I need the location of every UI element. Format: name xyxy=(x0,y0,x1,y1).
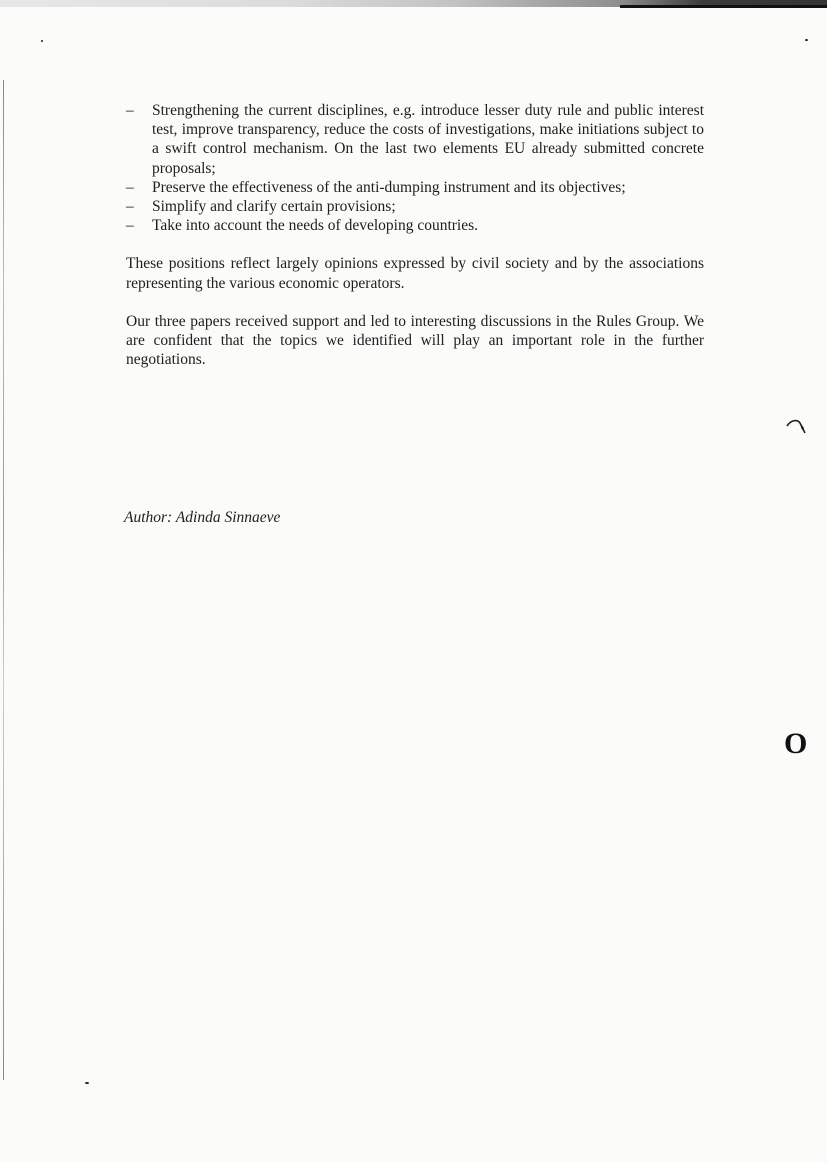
list-item xyxy=(126,101,704,178)
list-item xyxy=(126,178,704,197)
document-body xyxy=(126,101,704,369)
list-dash: – xyxy=(126,102,134,119)
list-item-text: Take into account the needs of developing countries. xyxy=(152,217,479,235)
list-item xyxy=(126,216,704,235)
paragraph-positions: These positions reflect largely opinions expressed by civil society and by the associations representing the various economic operators. xyxy=(126,255,704,292)
scan-edge-left xyxy=(3,80,4,1080)
list-dash: – xyxy=(126,178,134,196)
speck xyxy=(85,1082,89,1084)
list-item-text: Preserve the effectiveness of the anti-dumping instrument and its objectives; xyxy=(152,178,626,196)
pen-mark-icon xyxy=(786,418,806,436)
list-item-text: Strengthening the current disciplines, e.g. introduce lesser duty rule and public interest test, improve transparency, reduce the costs of investigations, make initiations subject to a swift control mechanism. On the last two elements EU already submitted concrete proposals; xyxy=(152,102,704,177)
list-item xyxy=(126,197,704,216)
author-line: Author: Adinda Sinnaeve xyxy=(124,509,281,526)
speck xyxy=(41,40,43,42)
speck xyxy=(805,39,808,41)
bullet-list xyxy=(126,101,704,235)
list-item-text: Simplify and clarify certain provisions; xyxy=(152,198,396,216)
scan-edge-top-line xyxy=(620,5,827,8)
margin-mark: O xyxy=(784,727,808,760)
paragraph-papers: Our three papers received support and led to interesting discussions in the Rules Group. We are confident that the topics we identified will play an important role in the further negotiations. xyxy=(126,312,704,369)
list-dash: – xyxy=(126,198,134,216)
list-dash: – xyxy=(126,217,134,235)
